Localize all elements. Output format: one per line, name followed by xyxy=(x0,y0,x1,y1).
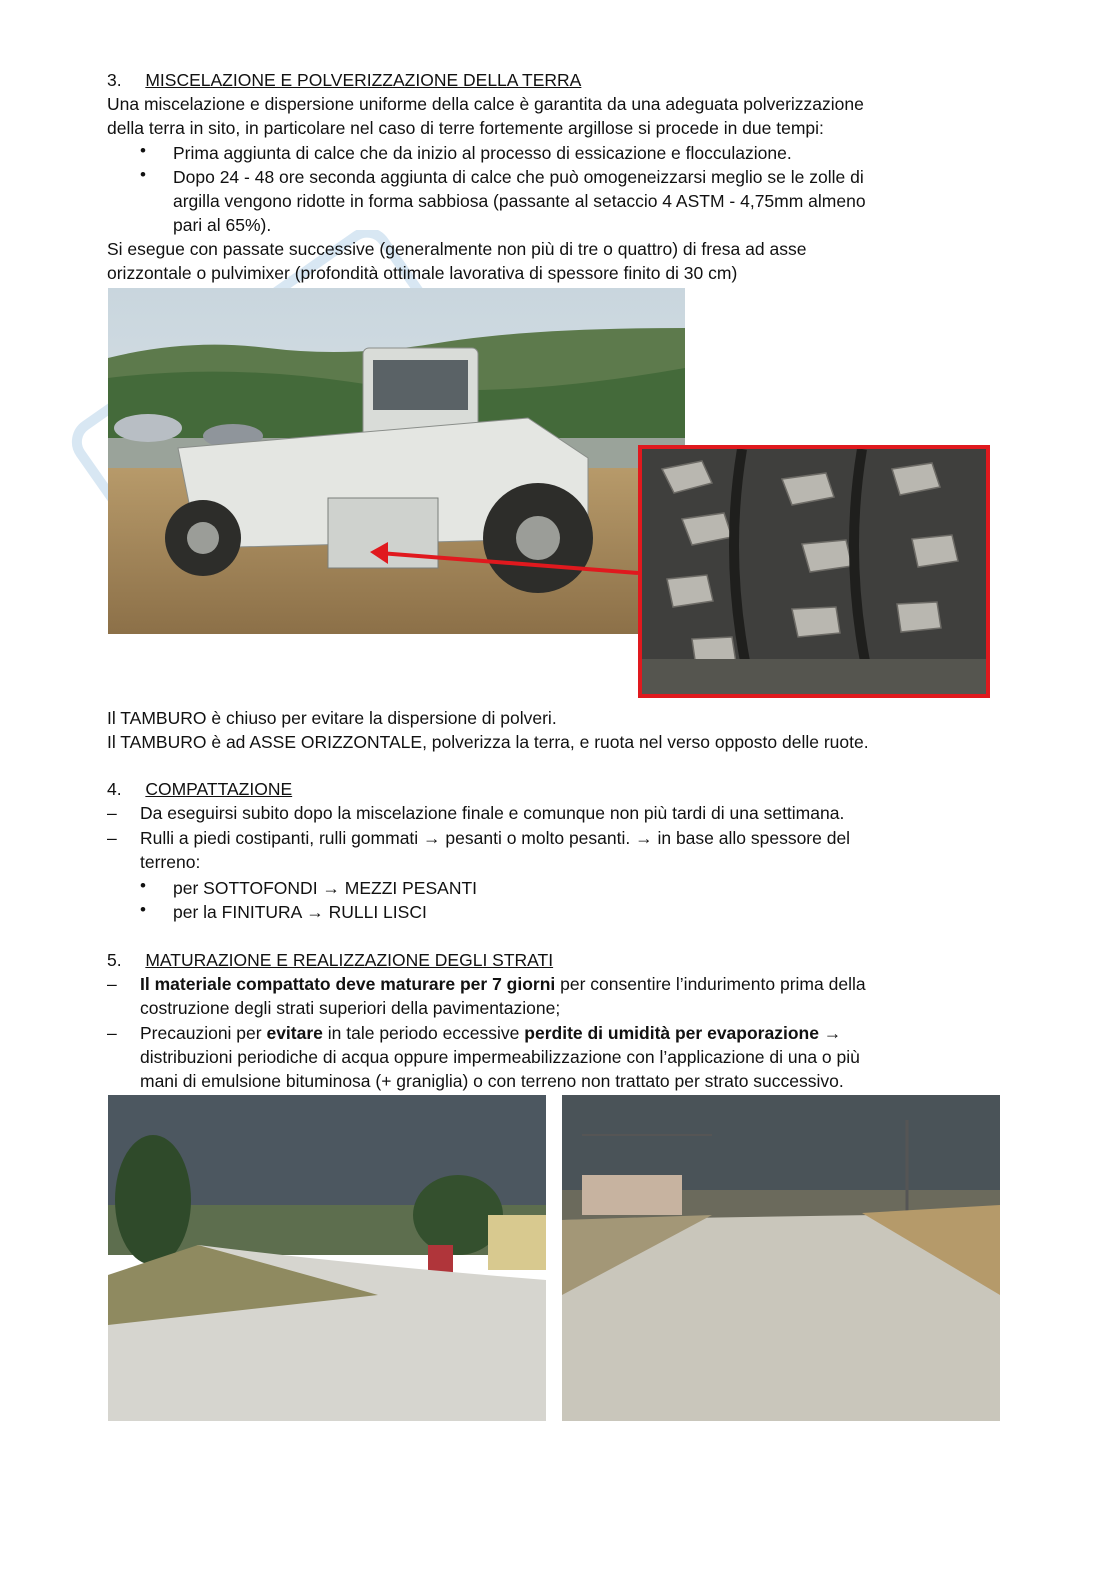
bullet-item-continuation: argilla vengono ridotte in forma sabbiosa (passante al setaccio 4 ASTM - 4,75mm almeno xyxy=(173,191,866,211)
section-3-number: 3. xyxy=(107,70,122,90)
caption-line: Il TAMBURO è chiuso per evitare la dispersione di polveri. xyxy=(107,708,557,728)
dash-marker: – xyxy=(107,828,117,848)
caption-line: Il TAMBURO è ad ASSE ORIZZONTALE, polverizza la terra, e ruota nel verso opposto delle ruote. xyxy=(107,732,869,752)
section-3-heading xyxy=(107,68,581,92)
bullet-marker: • xyxy=(140,900,146,919)
dash-item xyxy=(140,1021,841,1045)
section-4-heading xyxy=(107,777,292,801)
bullet-item: Prima aggiunta di calce che da inizio al processo di essicazione e flocculazione. xyxy=(173,143,792,163)
bold-phrase: perdite di umidità per evaporazione xyxy=(524,1023,819,1043)
bullet-marker: • xyxy=(140,165,146,184)
text-span: per consentire l’indurimento prima della xyxy=(555,974,866,994)
dash-item-continuation: mani di emulsione bituminosa (+ graniglia) o con terreno non trattato per strato successivo. xyxy=(140,1071,844,1091)
dash-marker: – xyxy=(107,1023,117,1043)
section-5-heading xyxy=(107,948,553,972)
treated-road-straight-photo xyxy=(562,1095,1000,1421)
dash-item: Rulli a piedi costipanti, rulli gommati → pesanti o molto pesanti. → in base allo spessore del xyxy=(140,828,851,848)
dash-marker: – xyxy=(107,803,117,823)
bold-phrase: evitare xyxy=(266,1023,323,1043)
dash-item: Da eseguirsi subito dopo la miscelazione finale e comunque non più tardi di una settimana. xyxy=(140,803,845,823)
section-5-title: MATURAZIONE E REALIZZAZIONE DEGLI STRATI xyxy=(145,950,554,970)
section-4-title: COMPATTAZIONE xyxy=(145,779,293,799)
paragraph-line: orizzontale o pulvimixer (profondità ottimale lavorativa di spessore finito di 30 cm) xyxy=(107,263,738,283)
bullet-item: Dopo 24 - 48 ore seconda aggiunta di calce che può omogeneizzarsi meglio se le zolle di xyxy=(173,167,864,187)
pulvimixer-photo xyxy=(108,288,685,634)
text-span: Precauzioni per xyxy=(140,1023,267,1043)
bullet-marker: • xyxy=(140,141,146,160)
bullet-item: per SOTTOFONDI → MEZZI PESANTI xyxy=(173,878,478,898)
bullet-item-continuation: pari al 65%). xyxy=(173,215,272,235)
bold-phrase: Il materiale compattato deve maturare per 7 giorni xyxy=(140,974,556,994)
section-4-number: 4. xyxy=(107,779,122,799)
section-5-number: 5. xyxy=(107,950,122,970)
dash-marker: – xyxy=(107,974,117,994)
text-span: → xyxy=(818,1023,842,1043)
dash-item-continuation: costruzione degli strati superiori della pavimentazione; xyxy=(140,998,561,1018)
dash-item-continuation: distribuzioni periodiche di acqua oppure impermeabilizzazione con l’applicazione di una o più xyxy=(140,1047,860,1067)
drum-teeth-closeup-photo xyxy=(638,445,990,698)
paragraph-line: della terra in sito, in particolare nel caso di terre fortemente argillose si procede in due tempi: xyxy=(107,118,824,138)
treated-road-curve-photo xyxy=(108,1095,546,1421)
bullet-marker: • xyxy=(140,876,146,895)
paragraph-line: Si esegue con passate successive (generalmente non più di tre o quattro) di fresa ad asse xyxy=(107,239,807,259)
paragraph-line: Una miscelazione e dispersione uniforme della calce è garantita da una adeguata polverizzazione xyxy=(107,94,864,114)
text-span: in tale periodo eccessive xyxy=(322,1023,525,1043)
dash-item xyxy=(140,972,866,996)
bullet-item: per la FINITURA → RULLI LISCI xyxy=(173,902,427,922)
section-3-title: MISCELAZIONE E POLVERIZZAZIONE DELLA TERRA xyxy=(145,70,582,90)
dash-item-continuation: terreno: xyxy=(140,852,201,872)
